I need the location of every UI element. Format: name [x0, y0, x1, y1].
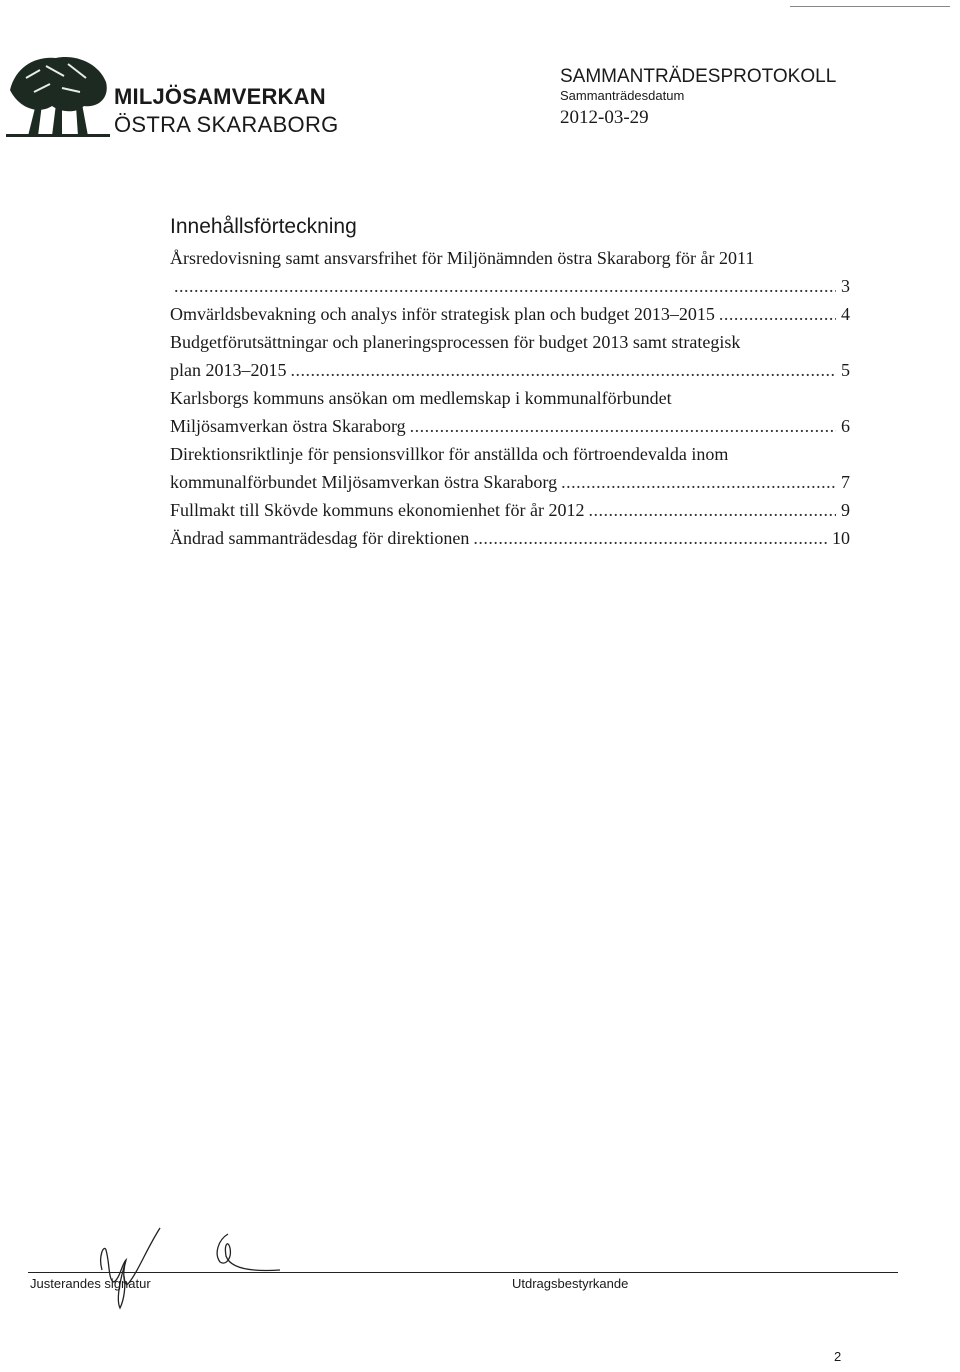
- toc-page-number: 10: [832, 528, 850, 548]
- toc-entry[interactable]: [170, 496, 850, 524]
- meeting-date: 2012-03-29: [560, 107, 649, 128]
- top-rule: [790, 6, 950, 7]
- toc-entry[interactable]: [170, 244, 850, 300]
- handwritten-signature: [80, 1220, 300, 1310]
- leader-dots: [561, 468, 836, 496]
- toc-entry-title: Direktionsriktlinje för pensionsvillkor för anställda och förtroendevalda inom: [170, 444, 729, 464]
- tree-logo: [6, 48, 110, 138]
- extract-certification-label: Utdragsbestyrkande: [512, 1276, 629, 1291]
- meeting-date-label: Sammanträdesdatum: [560, 88, 685, 103]
- toc-page-number: 7: [841, 472, 850, 492]
- toc-entry-title: Årsredovisning samt ansvarsfrihet för Miljönämnden östra Skaraborg för år 2011: [170, 248, 755, 268]
- toc-entry-title: Ändrad sammanträdesdag för direktionen: [170, 528, 470, 548]
- toc-entry[interactable]: [170, 300, 850, 328]
- leader-dots: [719, 300, 836, 328]
- toc-page-number: 5: [841, 360, 850, 380]
- toc-entry-title: Budgetförutsättningar och planeringsprocessen för budget 2013 samt strategisk: [170, 332, 741, 352]
- table-of-contents: [170, 244, 850, 552]
- toc-page-number: 6: [841, 416, 850, 436]
- organization-name: [114, 86, 339, 136]
- toc-entry[interactable]: [170, 328, 850, 384]
- signature-area: [0, 1220, 960, 1310]
- toc-page-number: 9: [841, 500, 850, 520]
- leader-dots: [473, 524, 828, 552]
- toc-entry-title-cont: Miljösamverkan östra Skaraborg: [170, 416, 406, 436]
- toc-heading: Innehållsförteckning: [170, 215, 357, 238]
- document-type: SAMMANTRÄDESPROTOKOLL: [560, 66, 837, 87]
- signature-label: Justerandes signatur: [30, 1276, 151, 1291]
- leader-dots: [291, 356, 837, 384]
- toc-entry[interactable]: [170, 384, 850, 440]
- toc-entry-title: Omvärldsbevakning och analys inför strategisk plan och budget 2013–2015: [170, 304, 715, 324]
- toc-entry[interactable]: [170, 440, 850, 496]
- toc-entry-title-cont: plan 2013–2015: [170, 360, 287, 380]
- leader-dots: [174, 272, 836, 300]
- document-header: [560, 66, 836, 130]
- toc-entry-title: Fullmakt till Skövde kommuns ekonomienhet för år 2012: [170, 500, 585, 520]
- leader-dots: [588, 496, 836, 524]
- toc-entry-title: Karlsborgs kommuns ansökan om medlemskap i kommunalförbundet: [170, 388, 672, 408]
- toc-page-number: 3: [841, 276, 850, 296]
- org-name-line1: MILJÖSAMVERKAN: [114, 84, 326, 109]
- toc-page-number: 4: [841, 304, 850, 324]
- leader-dots: [410, 412, 836, 440]
- toc-entry-title-cont: kommunalförbundet Miljösamverkan östra Skaraborg: [170, 472, 558, 492]
- org-name-line2: ÖSTRA SKARABORG: [114, 112, 339, 137]
- page-number: 2: [834, 1349, 842, 1364]
- toc-entry[interactable]: [170, 524, 850, 552]
